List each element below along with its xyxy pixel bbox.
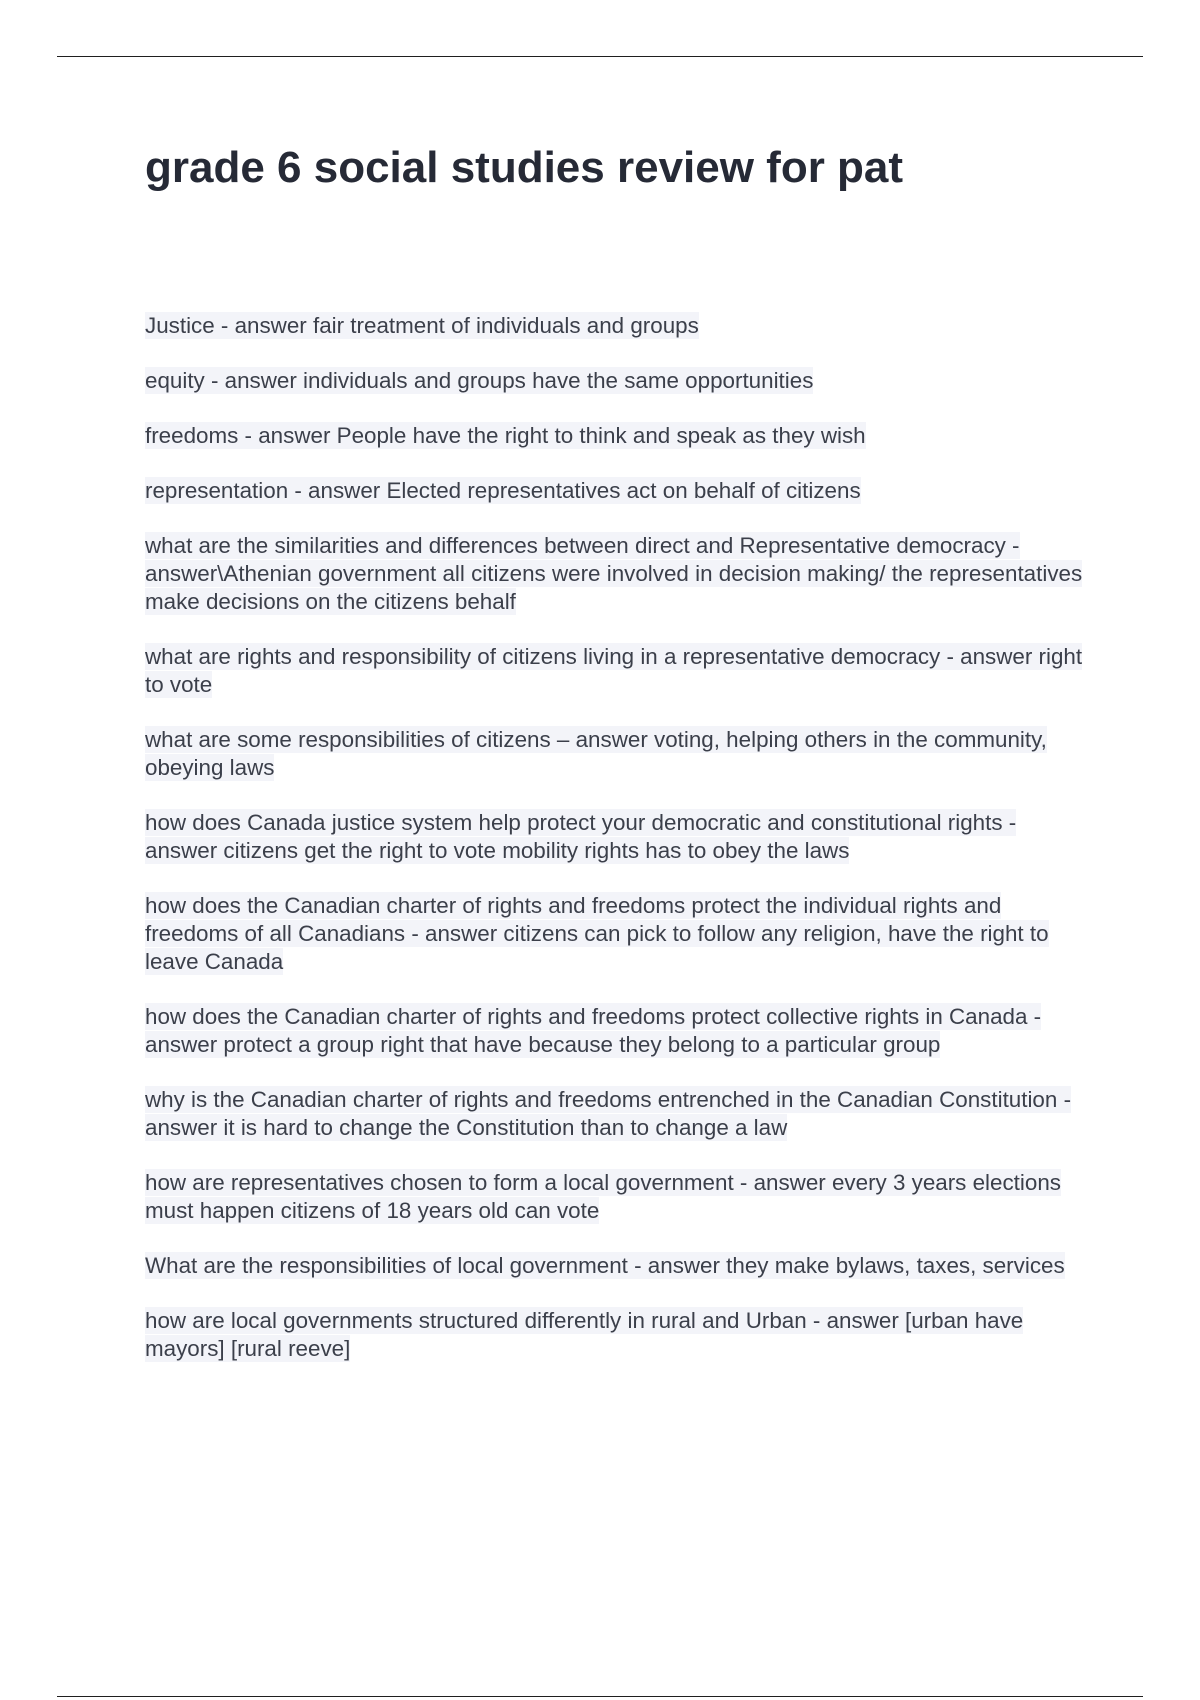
qa-text: what are some responsibilities of citizens – answer voting, helping others in the community, obeying laws <box>145 727 1047 780</box>
qa-text: how are local governments structured differently in rural and Urban - answer [urban have mayors] [rural reeve] <box>145 1308 1024 1361</box>
qa-item <box>145 1003 1085 1059</box>
qa-text: what are the similarities and differences between direct and Representative democracy - answer\Athenian government all citizens were involved in decision making/ the representatives make decisions on the citizens behalf <box>145 533 1083 614</box>
qa-text: freedoms - answer People have the right to think and speak as they wish <box>145 423 866 448</box>
top-rule <box>57 56 1143 57</box>
qa-item <box>145 1169 1085 1225</box>
document-title: grade 6 social studies review for pat <box>145 143 904 192</box>
qa-item <box>145 312 1085 340</box>
qa-item <box>145 477 1085 505</box>
qa-text: how are representatives chosen to form a local government - answer every 3 years elections must happen citizens of 18 years old can vote <box>145 1170 1061 1223</box>
qa-text: how does the Canadian charter of rights and freedoms protect collective rights in Canada - answer protect a group right that have because they belong to a particular group <box>145 1004 1042 1057</box>
qa-item <box>145 892 1085 976</box>
qa-item <box>145 422 1085 450</box>
qa-item <box>145 1086 1085 1142</box>
qa-text: how does the Canadian charter of rights and freedoms protect the individual rights and freedoms of all Canadians - answer citizens can pick to follow any religion, have the right to leave Canada <box>145 893 1049 974</box>
bottom-rule <box>57 1696 1143 1697</box>
qa-item <box>145 726 1085 782</box>
qa-text: Justice - answer fair treatment of individuals and groups <box>145 313 699 338</box>
qa-item <box>145 1307 1085 1363</box>
qa-text: representation - answer Elected representatives act on behalf of citizens <box>145 478 861 503</box>
qa-text: what are rights and responsibility of citizens living in a representative democracy - answer right to vote <box>145 644 1083 697</box>
qa-text: why is the Canadian charter of rights and freedoms entrenched in the Canadian Constitution - answer it is hard to change the Constitution than to change a law <box>145 1087 1072 1140</box>
qa-item <box>145 1252 1085 1280</box>
qa-item <box>145 643 1085 699</box>
qa-list <box>145 312 1085 1390</box>
qa-item <box>145 532 1085 616</box>
qa-text: What are the responsibilities of local government - answer they make bylaws, taxes, services <box>145 1253 1065 1278</box>
qa-text: equity - answer individuals and groups have the same opportunities <box>145 368 814 393</box>
qa-item <box>145 367 1085 395</box>
qa-text: how does Canada justice system help protect your democratic and constitutional rights - answer citizens get the right to vote mobility rights has to obey the laws <box>145 810 1017 863</box>
qa-item <box>145 809 1085 865</box>
